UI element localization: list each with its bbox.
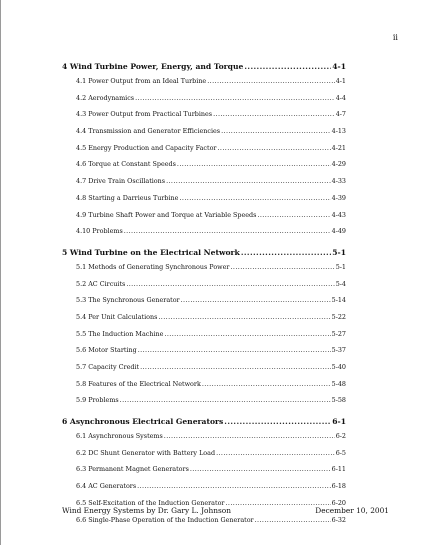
toc-chapter[interactable]	[62, 60, 346, 73]
toc-section-title: 6.4 AC Generators	[76, 482, 137, 491]
toc-section-page-number: 5-37	[331, 346, 346, 355]
toc-section-title: 5.4 Per Unit Calculations	[76, 312, 158, 321]
dot-leader	[190, 461, 331, 478]
dot-leader	[257, 207, 330, 224]
toc-section[interactable]	[62, 326, 346, 343]
table-of-contents	[62, 60, 346, 528]
dot-leader	[202, 376, 331, 393]
toc-section-title: 5.2 AC Circuits	[76, 279, 126, 288]
dot-leader	[217, 140, 330, 157]
toc-section[interactable]	[62, 276, 346, 293]
dot-leader	[166, 173, 331, 190]
toc-chapter-title: 6 Asynchronous Electrical Generators	[62, 417, 224, 427]
toc-section[interactable]	[62, 428, 346, 445]
toc-section[interactable]	[62, 73, 346, 90]
toc-section-title: 6.1 Asynchronous Systems	[76, 432, 163, 441]
toc-section-title: 4.6 Torque at Constant Speeds	[76, 160, 176, 169]
toc-section[interactable]	[62, 106, 346, 123]
dot-leader	[181, 292, 331, 309]
toc-section-page-number: 5-1	[335, 262, 346, 271]
toc-section[interactable]	[62, 292, 346, 309]
dot-leader	[164, 428, 335, 445]
toc-section-page-number: 4-39	[331, 193, 346, 202]
dot-leader	[135, 90, 335, 107]
toc-section[interactable]	[62, 478, 346, 495]
toc-section-title: 5.8 Features of the Electrical Network	[76, 379, 201, 388]
dot-leader	[230, 259, 334, 276]
toc-section-page-number: 6-20	[331, 498, 346, 507]
toc-section-page-number: 4-21	[331, 143, 346, 152]
toc-section[interactable]	[62, 376, 346, 393]
toc-section[interactable]	[62, 342, 346, 359]
toc-section-page-number: 6-11	[331, 465, 346, 474]
toc-section[interactable]	[62, 461, 346, 478]
page-edge	[0, 0, 1, 545]
dot-leader	[177, 156, 331, 173]
dot-leader	[213, 106, 335, 123]
toc-section-page-number: 4-4	[335, 93, 346, 102]
toc-section-page-number: 4-13	[331, 127, 346, 136]
toc-section-title: 4.4 Transmission and Generator Efficiencies	[76, 127, 221, 136]
dot-leader	[164, 326, 330, 343]
toc-section-page-number: 4-29	[331, 160, 346, 169]
toc-section[interactable]	[62, 359, 346, 376]
toc-section-page-number: 5-27	[331, 329, 346, 338]
toc-section[interactable]	[62, 90, 346, 107]
dot-leader	[120, 392, 331, 409]
dot-leader	[244, 60, 331, 73]
toc-section-page-number: 6-18	[331, 482, 346, 491]
toc-section-title: 4.2 Aerodynamics	[76, 93, 135, 102]
toc-section-page-number: 5-58	[331, 396, 346, 405]
toc-section[interactable]	[62, 156, 346, 173]
toc-section-title: 5.3 The Synchronous Generator	[76, 296, 180, 305]
toc-section-page-number: 6-32	[331, 515, 346, 524]
footer-author: Wind Energy Systems by Dr. Gary L. Johnson	[62, 506, 232, 515]
toc-section[interactable]	[62, 207, 346, 224]
dot-leader	[221, 123, 331, 140]
toc-section-page-number: 5-22	[331, 312, 346, 321]
toc-section-title: 4.5 Energy Production and Capacity Factor	[76, 143, 217, 152]
toc-section-title: 5.9 Problems	[76, 396, 119, 405]
dot-leader	[241, 246, 331, 259]
toc-section-title: 4.3 Power Output from Practical Turbines	[76, 110, 213, 119]
toc-section-page-number: 6-2	[335, 432, 346, 441]
toc-section-page-number: 6-5	[335, 448, 346, 457]
dot-leader	[179, 190, 330, 207]
toc-section-page-number: 5-48	[331, 379, 346, 388]
toc-section-page-number: 4-43	[331, 210, 346, 219]
toc-section-title: 6.2 DC Shunt Generator with Battery Load	[76, 448, 216, 457]
toc-section[interactable]	[62, 392, 346, 409]
toc-chapter[interactable]	[62, 246, 346, 259]
dot-leader	[207, 73, 334, 90]
footer-date: December 10, 2001	[315, 506, 389, 515]
toc-section[interactable]	[62, 309, 346, 326]
toc-section[interactable]	[62, 123, 346, 140]
toc-section-title: 4.10 Problems	[76, 227, 123, 236]
toc-section[interactable]	[62, 140, 346, 157]
toc-section[interactable]	[62, 190, 346, 207]
toc-chapter-page-number: 4-1	[332, 62, 346, 71]
toc-section[interactable]	[62, 223, 346, 240]
toc-section-page-number: 5-4	[335, 279, 346, 288]
toc-section-page-number: 4-1	[335, 77, 346, 85]
dot-leader	[124, 223, 331, 240]
toc-section-title: 6.3 Permanent Magnet Generators	[76, 465, 189, 474]
toc-chapter-title: 4 Wind Turbine Power, Energy, and Torque	[62, 62, 244, 71]
toc-section-title: 4.9 Turbine Shaft Power and Torque at Variable Speeds	[76, 210, 257, 219]
toc-chapter-title: 5 Wind Turbine on the Electrical Network	[62, 247, 240, 257]
toc-section-title: 5.6 Motor Starting	[76, 346, 137, 355]
dot-leader	[216, 445, 335, 462]
toc-section[interactable]	[62, 173, 346, 190]
toc-section-title: 4.1 Power Output from an Ideal Turbine	[76, 77, 207, 85]
toc-chapter-page-number: 6-1	[332, 417, 346, 427]
page-number: ii	[392, 33, 398, 42]
dot-leader	[126, 276, 334, 293]
dot-leader	[140, 359, 331, 376]
toc-section-page-number: 4-33	[331, 177, 346, 186]
toc-section-title: 5.5 The Induction Machine	[76, 329, 164, 338]
dot-leader	[138, 342, 331, 359]
toc-chapter-page-number: 5-1	[332, 247, 346, 257]
toc-section[interactable]	[62, 445, 346, 462]
toc-chapter[interactable]	[62, 415, 346, 428]
dot-leader	[224, 415, 331, 428]
toc-section-title: 6.5 Self-Excitation of the Induction Generator	[76, 498, 225, 507]
toc-section-title: 6.6 Single-Phase Operation of the Induction Generator	[76, 515, 254, 524]
dot-leader	[137, 478, 331, 495]
toc-section-title: 5.7 Capacity Credit	[76, 363, 140, 371]
toc-section-title: 4.8 Starting a Darrieus Turbine	[76, 193, 179, 202]
toc-section-page-number: 4-49	[331, 227, 346, 236]
toc-section-page-number: 5-14	[331, 296, 346, 305]
toc-section-title: 4.7 Drive Train Oscillations	[76, 177, 166, 186]
toc-section-title: 5.1 Methods of Generating Synchronous Power	[76, 262, 230, 271]
toc-section-page-number: 4-7	[335, 110, 346, 119]
toc-section[interactable]	[62, 259, 346, 276]
dot-leader	[158, 309, 330, 326]
toc-section-page-number: 5-40	[331, 363, 346, 371]
